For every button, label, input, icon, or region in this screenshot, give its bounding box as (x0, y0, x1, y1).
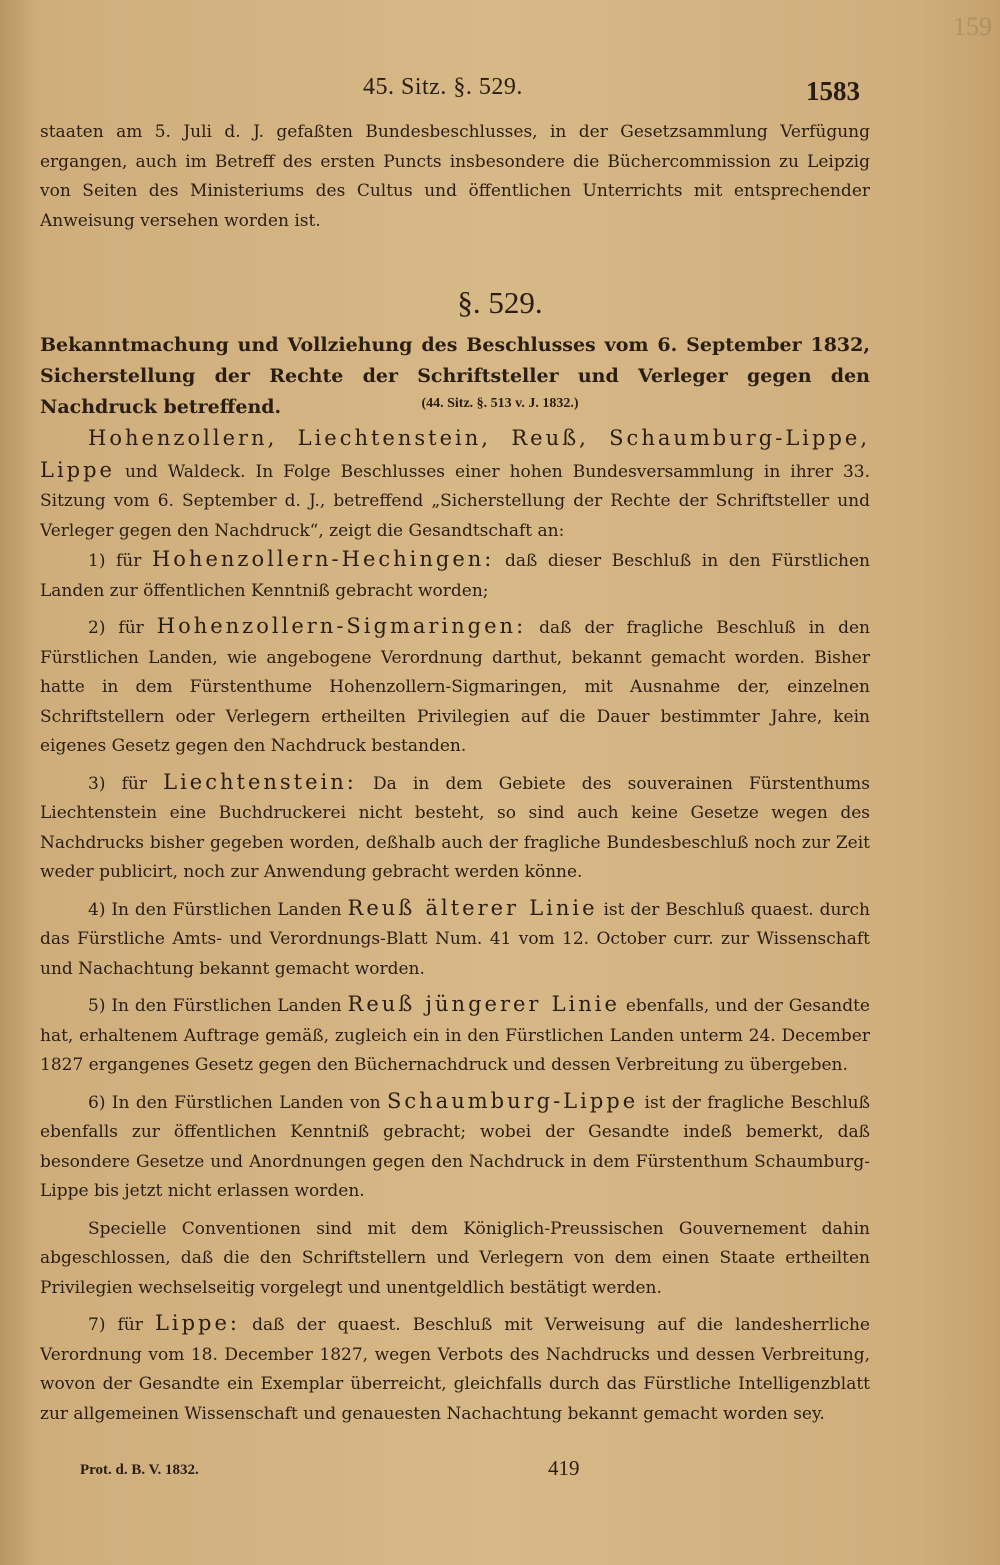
section-number: §. 529. (457, 285, 543, 320)
list-item: 4) In den Fürstlichen Landen Reuß älterer Linie ist der Beschluß quaest. durch das Fürstliche Amts- und Verordnungs-Blatt Num. 41 vom 12. October curr. zur Wissenschaft und Nachachtung bekannt gemacht worden. (40, 895, 870, 979)
list-item: 2) für Hohenzollern-Sigmaringen: daß der fragliche Beschluß in den Fürstlichen Landen, wie angebogene Verordnung darthut, bekannt gemacht worden. Bisher hatte in dem Fürstenthume Hohenzollern-Sigmaringen, mit Ausnahme der, einzelnen Schriftstellern oder Verlegern ertheilten Privilegien auf die Dauer bestimmter Jahre, kein eigenes Gesetz gegen den Nachdruck bestanden. (40, 614, 870, 756)
intro-text: und Waldeck. In Folge Beschlusses einer hohen Bundesversammlung in ihrer 33. Sitzung vom 6. September d. J., betreffend „Sicherstellung der Rechte der Schriftsteller und Verleger gegen den Nachdruck“, zeigt die Gesandtschaft an: (40, 461, 870, 541)
section-reference: (44. Sitz. §. 513 v. J. 1832.) (421, 396, 579, 411)
list-item: 6) In den Fürstlichen Landen von Schaumburg-Lippe ist der fragliche Beschluß ebenfalls zur öffentlichen Kenntniß gebracht; wobei der Gesandte indeß bemerkt, daß besondere Gesetze und Anordnungen gegen den Nachdruck in dem Fürstenthum Schaumburg-Lippe bis jetzt nicht erlassen worden. (40, 1088, 870, 1201)
folio-number: 419 (548, 1456, 580, 1480)
list-item: 7) für Lippe: daß der quaest. Beschluß mit Verweisung auf die landesherrliche Verordnung vom 18. December 1827, wegen Verbots des Nachdrucks und dessen Verbreitung, wovon der Gesandte ein Exemplar überreicht, gleichfalls durch das Fürstliche Intelligenzblatt zur allgemeinen Wissenschaft und genauesten Nachachtung bekannt gemacht worden sey. (40, 1311, 870, 1424)
intro-states: Hohenzollern, Liechtenstein, Reuß, Schaumburg-Lippe, Lippe (40, 426, 870, 482)
page-footer (0, 1456, 1000, 1486)
running-head: 45. Sitz. §. 529. (363, 74, 523, 100)
list-item: 1) für Hohenzollern-Hechingen: daß dieser Beschluß in den Fürstlichen Landen zur öffentlichen Kenntniß gebracht worden; (40, 547, 871, 601)
list-item: Specielle Conventionen sind mit dem Königlich-Preussischen Gouvernement dahin abgeschlossen, daß die den Schriftstellern und Verlegern von dem einen Staate ertheilten Privilegien wechselseitig vorgelegt und unentgeldlich bestätigt werden. (40, 1218, 870, 1298)
signature-mark: Prot. d. B. V. 1832. (80, 1462, 199, 1478)
numbered-items (40, 545, 870, 1435)
list-item: 5) In den Fürstlichen Landen Reuß jüngerer Linie ebenfalls, und der Gesandte hat, erhaltenem Auftrage gemäß, zugleich ein in den Fürstlichen Landen unterm 24. December 1827 ergangenes Gesetz gegen den Büchernachdruck und dessen Verbreitung zu übergeben. (40, 992, 870, 1075)
page-number: 1583 (806, 76, 860, 106)
intro-paragraph (40, 424, 870, 546)
page-header (0, 70, 1000, 110)
continuation-paragraph: staaten am 5. Juli d. J. gefaßten Bundesbeschlusses, in der Gesetzsammlung Verfügung ergangen, auch im Betreff des ersten Puncts insbesondere die Büchercommission zu Leipzig von Seiten des Ministeriums des Cultus und öffentlichen Unterrichts mit entsprechender Anweisung versehen worden ist. (40, 122, 870, 231)
list-item: 3) für Liechtenstein: Da in dem Gebiete des souverainen Fürstenthums Liechtenstein eine Buchdruckerei nicht besteht, so sind auch keine Gesetze wegen des Nachdrucks bisher gegeben worden, deßhalb auch der fragliche Bundesbeschluß noch zur Zeit weder publicirt, noch zur Anwendung gebracht werden könne. (40, 769, 871, 882)
bleed-through-page-number: 159 (953, 12, 992, 41)
section-title: Bekanntmachung und Vollziehung des Beschlusses vom 6. September 1832, Sicherstellung der Rechte der Schriftsteller und Verleger gegen den Nachdruck betreffend. (40, 334, 870, 418)
